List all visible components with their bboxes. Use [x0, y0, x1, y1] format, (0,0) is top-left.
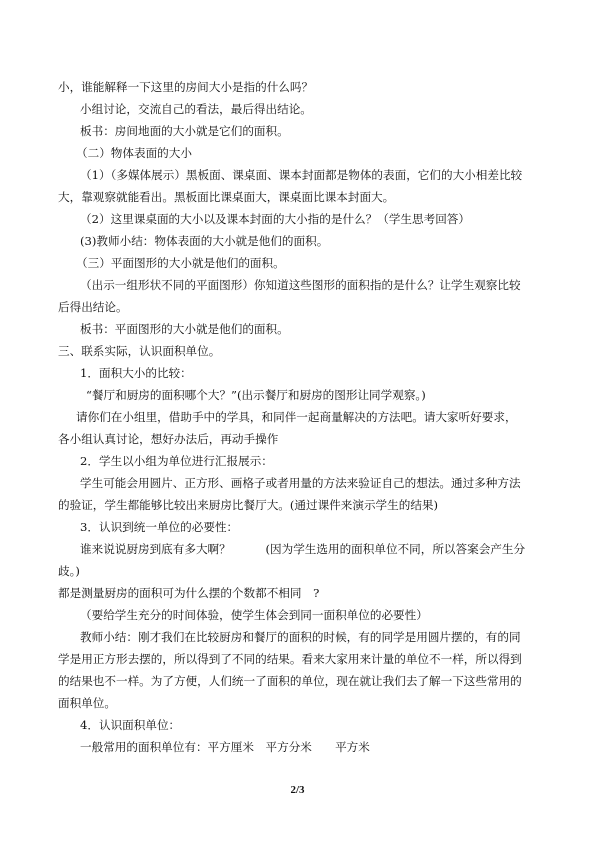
- text-line: 学生可能会用圆片、正方形、画格子或者用量的方法来验证自己的想法。通过多种方法: [80, 476, 521, 490]
- text-line: 面积单位。: [58, 696, 116, 710]
- text-line: 的结果也不一样。为了方便，人们统一了面积的单位，现在就让我们去了解一下这些常用的: [58, 674, 522, 688]
- text-line: 都是测量厨房的面积可为什么摆的个数都不相同 ?: [58, 586, 320, 600]
- text-line: （出示一组形状不同的平面图形）你知道这些图形的面积指的是什么？让学生观察比较: [80, 278, 521, 292]
- text-line: (3)教师小结：物体表面的大小就是他们的面积。: [80, 234, 329, 248]
- text-line: 板书：房间地面的大小就是它们的面积。: [80, 124, 289, 138]
- text-line: 各小组认真讨论，想好办法后，再动手操作: [58, 432, 279, 446]
- text-line: 请你们在小组里，借助手中的学具，和同伴一起商量解决的方法吧。请大家听好要求，: [76, 410, 517, 424]
- text-line: 小，谁能解释一下这里的房间大小是指的什么吗？: [58, 80, 314, 94]
- text-line: 教师小结：刚才我们在比较厨房和餐厅的面积的时候，有的同学是用圆片摆的，有的同: [80, 630, 521, 644]
- text-line: 歧。): [58, 564, 80, 578]
- section-heading: （二）物体表面的大小: [76, 146, 192, 160]
- text-line: “餐厅和厨房的面积哪个大？”(出示餐厅和厨房的图形让同学观察。): [86, 388, 426, 402]
- subsection-heading: 4．认识面积单位：: [80, 718, 181, 732]
- text-line: （2）这里课桌面的大小以及课本封面的大小指的是什么？（学生思考回答）: [80, 212, 470, 226]
- text-line: 的验证，学生都能够比较出来厨房比餐厅大。(通过课件来演示学生的结果): [58, 498, 439, 512]
- section-heading: （三）平面图形的大小就是他们的面积。: [76, 256, 285, 270]
- page-number: 2/3: [290, 784, 305, 796]
- text-line: （要给学生充分的时间体验，使学生体会到同一面积单位的必要性）: [80, 608, 428, 622]
- text-line: 小组讨论，交流自己的看法，最后得出结论。: [80, 102, 312, 116]
- subsection-heading: 2．学生以小组为单位进行汇报展示：: [80, 454, 273, 468]
- subsection-heading: 1．面积大小的比较：: [80, 366, 192, 380]
- text-line: 板书：平面图形的大小就是他们的面积。: [80, 322, 289, 336]
- subsection-heading: 3．认识到统一单位的必要性：: [80, 520, 239, 534]
- section-heading: 三、联系实际，认识面积单位。: [58, 344, 221, 358]
- text-line: 一般常用的面积单位有：平方厘米 平方分米 平方米: [80, 740, 370, 754]
- text-line: （1）（多媒体展示）黑板面、课桌面、课本封面都是物体的表面，它们的大小相差比较: [80, 168, 523, 182]
- text-line: 后得出结论。: [58, 300, 128, 314]
- text-line: 谁来说说厨房到底有多大啊？ (因为学生选用的面积单位不同，所以答案会产生分: [80, 542, 526, 556]
- text-line: 大，靠观察就能看出。黑板面比课桌面大，课桌面比课本封面大。: [58, 190, 395, 204]
- text-line: 学是用正方形去摆的，所以得到了不同的结果。看来大家用来计量的单位不一样，所以得到: [58, 652, 522, 666]
